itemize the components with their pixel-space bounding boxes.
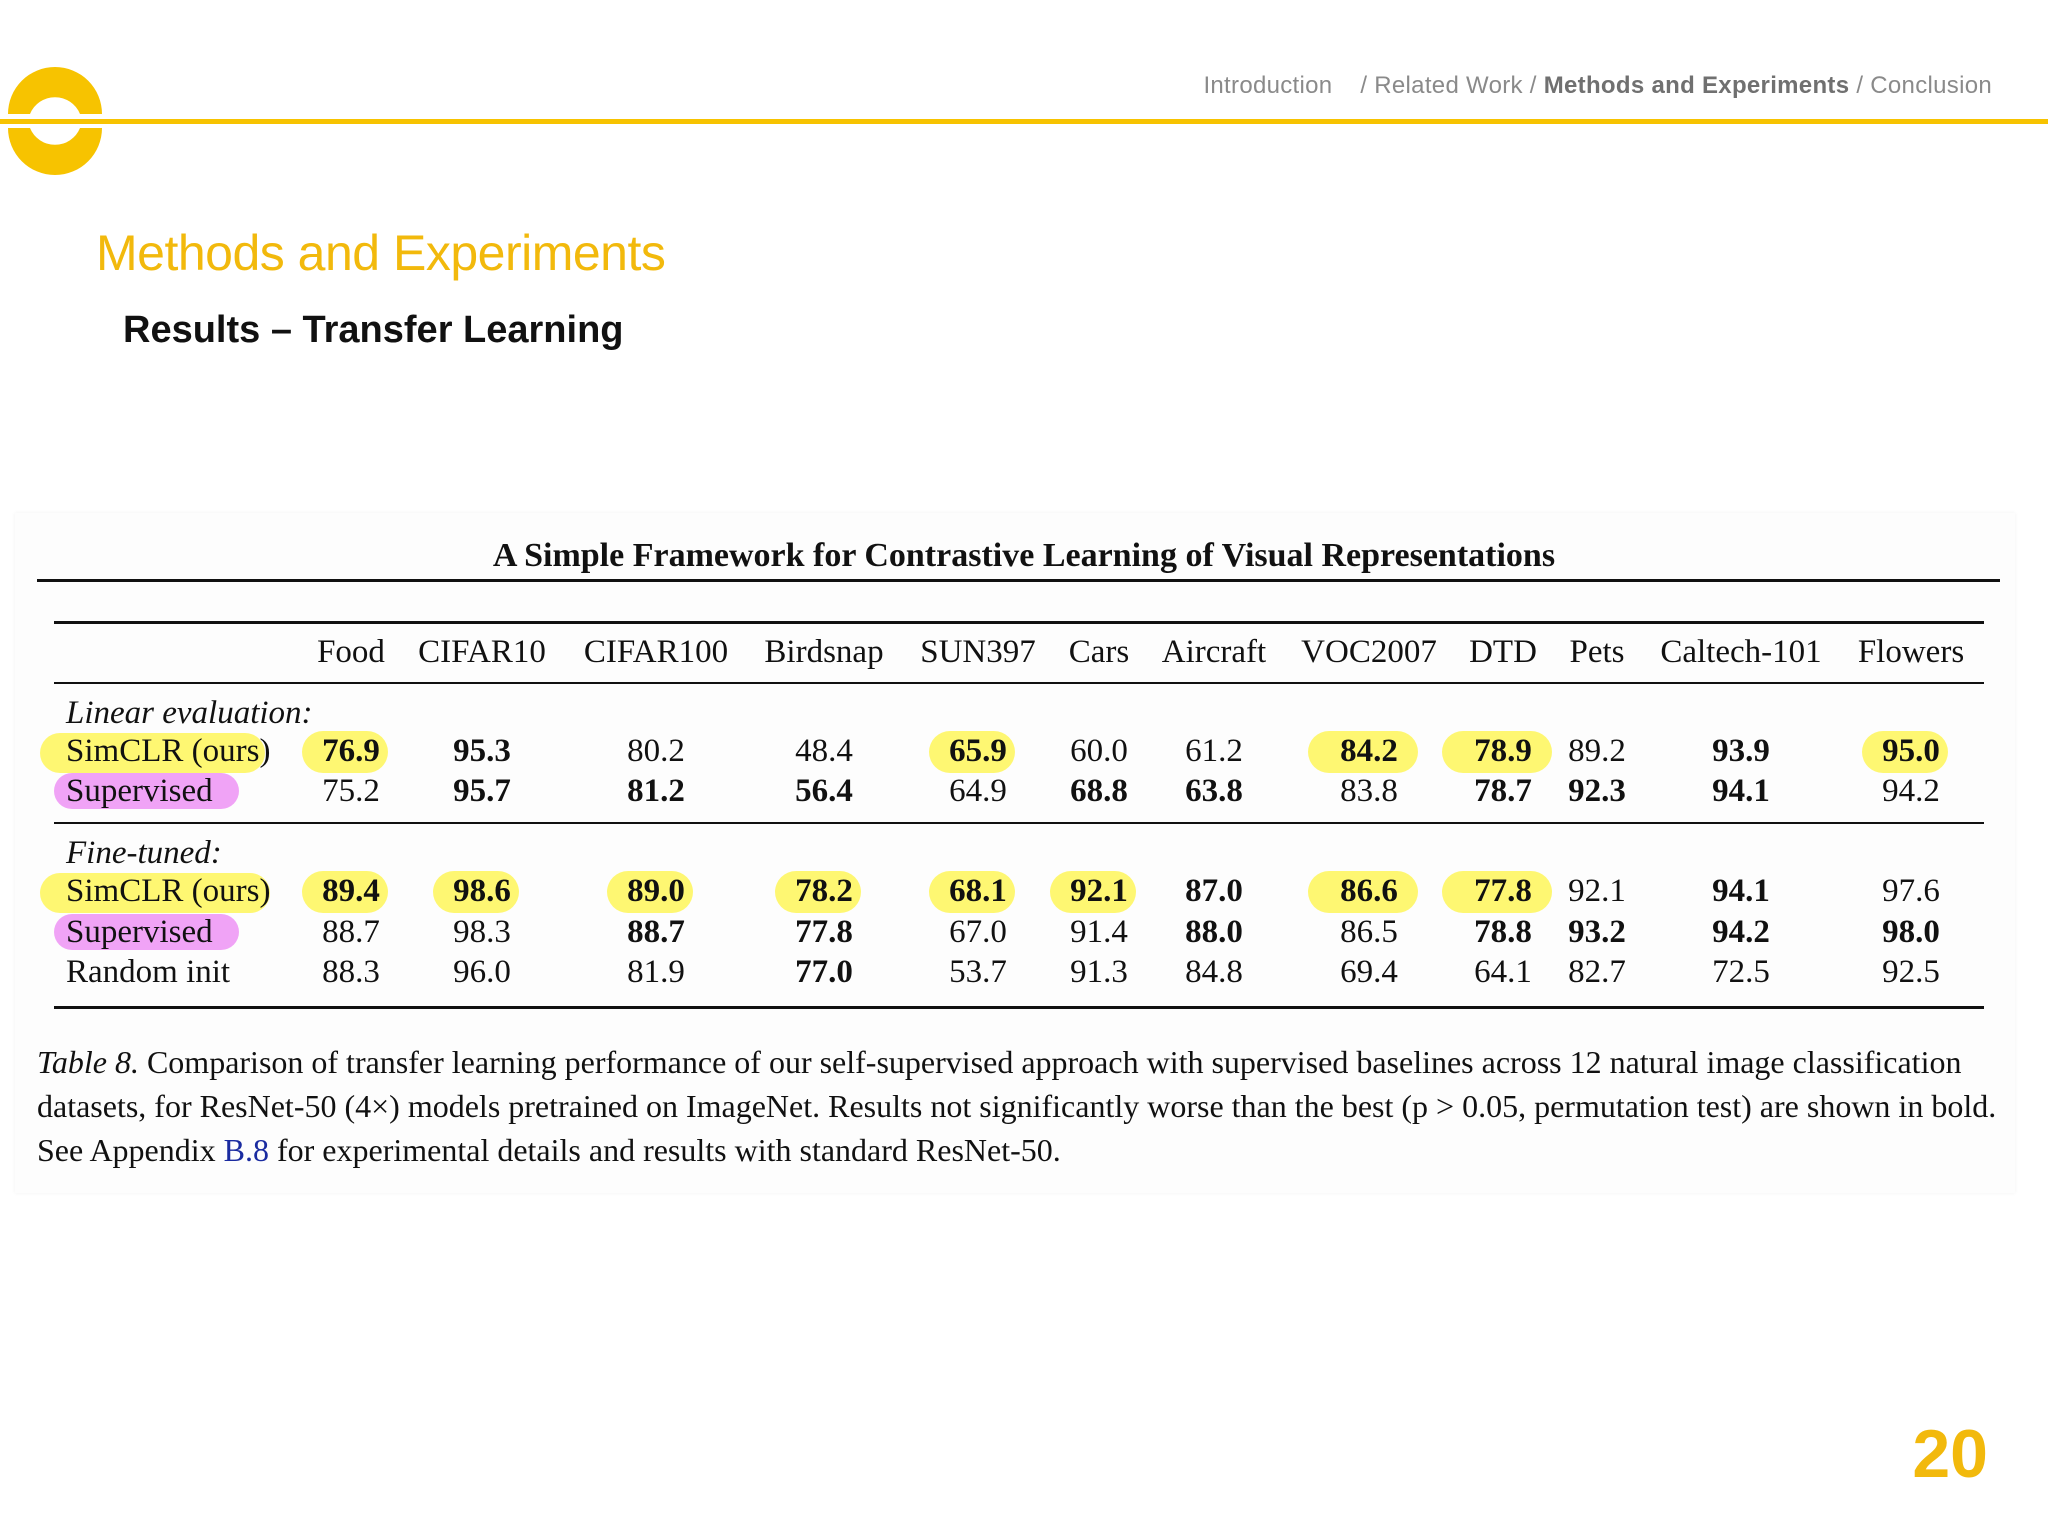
column-header: Aircraft — [1161, 634, 1267, 670]
table-cell: 92.1 — [1070, 873, 1128, 909]
breadcrumb-item-conclusion[interactable]: Conclusion — [1870, 72, 1992, 99]
table-cell: 93.2 — [1568, 914, 1626, 950]
column-header: Caltech-101 — [1660, 634, 1822, 670]
section-label: Linear evaluation: — [66, 695, 313, 731]
table-cell: 88.7 — [627, 914, 685, 950]
table-cell: 68.8 — [1070, 773, 1128, 809]
table-cell: 91.4 — [1070, 914, 1128, 950]
table-cell: 89.4 — [322, 873, 380, 909]
column-header: SUN397 — [920, 634, 1036, 670]
column-header: VOC2007 — [1301, 634, 1437, 670]
table-cell: 77.0 — [795, 954, 853, 990]
table-cell: 98.0 — [1882, 914, 1940, 950]
caption-text: Comparison of transfer learning performance of our self-supervised approach with supervised baselines across 12 natural image classification datasets, for ResNet-50 (4×) models pretrained on ImageNet. Results not significantly worse than the best (p > 0.05, permutation test) are shown in bold. See Appendix — [37, 1044, 1997, 1168]
section-label: Fine-tuned: — [66, 835, 222, 871]
caption-text-end: for experimental details and results with standard ResNet-50. — [268, 1132, 1061, 1168]
table-cell: 94.2 — [1882, 773, 1940, 809]
table-cell: 81.9 — [627, 954, 685, 990]
table-cell: 96.0 — [453, 954, 511, 990]
table-cell: 87.0 — [1185, 873, 1243, 909]
table-cell: 48.4 — [795, 733, 853, 769]
column-header: Cars — [1068, 634, 1130, 670]
table-cell: 84.2 — [1340, 733, 1398, 769]
breadcrumb: Introduction / Related Work / Methods and Experiments / Conclusion — [1203, 72, 1992, 99]
table-cell: 80.2 — [627, 733, 685, 769]
method-label: Random init — [66, 954, 231, 990]
table-cell: 75.2 — [322, 773, 380, 809]
table-cell: 88.3 — [322, 954, 380, 990]
table-cell: 78.9 — [1474, 733, 1532, 769]
table-caption — [37, 1040, 2007, 1172]
table-cell: 77.8 — [795, 914, 853, 950]
table-cell: 64.1 — [1474, 954, 1532, 990]
table-cell: 94.1 — [1712, 873, 1770, 909]
table-cell: 61.2 — [1185, 733, 1243, 769]
method-label: SimCLR (ours) — [66, 733, 271, 769]
table-cell: 92.1 — [1568, 873, 1626, 909]
title-rule — [37, 579, 2000, 582]
appendix-link[interactable]: B.8 — [223, 1132, 269, 1168]
table-cell: 65.9 — [949, 733, 1007, 769]
table-cell: 78.7 — [1474, 773, 1532, 809]
table-cell: 56.4 — [795, 773, 853, 809]
breadcrumb-item-methods[interactable]: Methods and Experiments — [1543, 72, 1850, 99]
table-cell: 94.2 — [1712, 914, 1770, 950]
method-label: Supervised — [66, 914, 213, 950]
table-cell: 95.7 — [453, 773, 511, 809]
caption-label: Table 8. — [37, 1044, 139, 1080]
page-subtitle: Results – Transfer Learning — [123, 309, 624, 351]
table-cell: 84.8 — [1185, 954, 1243, 990]
table-cell: 92.5 — [1882, 954, 1940, 990]
table-cell: 83.8 — [1340, 773, 1398, 809]
table-cell: 93.9 — [1712, 733, 1770, 769]
column-header: Food — [317, 634, 385, 670]
table-cell: 78.2 — [795, 873, 853, 909]
paper-title: A Simple Framework for Contrastive Learning of Visual Representations — [492, 537, 1556, 574]
table-cell: 95.3 — [453, 733, 511, 769]
table-cell: 98.3 — [453, 914, 511, 950]
header-divider — [0, 119, 2048, 124]
table-cell: 86.6 — [1340, 873, 1398, 909]
table-top-rule — [54, 621, 1984, 624]
table-cell: 89.2 — [1568, 733, 1626, 769]
column-header: Pets — [1569, 634, 1625, 670]
section-rule — [54, 822, 1984, 824]
table-cell: 53.7 — [949, 954, 1007, 990]
table-cell: 92.3 — [1568, 773, 1626, 809]
table-cell: 60.0 — [1070, 733, 1128, 769]
table-cell: 69.4 — [1340, 954, 1398, 990]
table-cell: 81.2 — [627, 773, 685, 809]
table-cell: 63.8 — [1185, 773, 1243, 809]
table-cell: 88.0 — [1185, 914, 1243, 950]
breadcrumb-item-introduction[interactable]: Introduction — [1203, 72, 1333, 99]
table-cell: 94.1 — [1712, 773, 1770, 809]
table-cell: 77.8 — [1474, 873, 1532, 909]
table-cell: 88.7 — [322, 914, 380, 950]
method-label: SimCLR (ours) — [66, 873, 271, 909]
table-cell: 76.9 — [322, 733, 380, 769]
table-cell: 64.9 — [949, 773, 1007, 809]
table-cell: 98.6 — [453, 873, 511, 909]
slide-number: 20 — [1912, 1416, 1988, 1492]
table-cell: 72.5 — [1712, 954, 1770, 990]
column-header: DTD — [1469, 634, 1537, 670]
table-cell: 68.1 — [949, 873, 1007, 909]
table-cell: 82.7 — [1568, 954, 1626, 990]
table-cell: 97.6 — [1882, 873, 1940, 909]
column-header: CIFAR100 — [583, 634, 729, 670]
table-cell: 67.0 — [949, 914, 1007, 950]
table-cell: 95.0 — [1882, 733, 1940, 769]
table-bottom-rule — [54, 1006, 1984, 1009]
column-header: Birdsnap — [764, 634, 884, 670]
table-cell: 89.0 — [627, 873, 685, 909]
page-title: Methods and Experiments — [96, 225, 666, 281]
table-cell: 78.8 — [1474, 914, 1532, 950]
method-label: Supervised — [66, 773, 213, 809]
table-cell: 86.5 — [1340, 914, 1398, 950]
column-header: CIFAR10 — [418, 634, 546, 670]
column-header: Flowers — [1857, 634, 1965, 670]
breadcrumb-item-related-work[interactable]: Related Work — [1374, 72, 1523, 99]
table-cell: 91.3 — [1070, 954, 1128, 990]
